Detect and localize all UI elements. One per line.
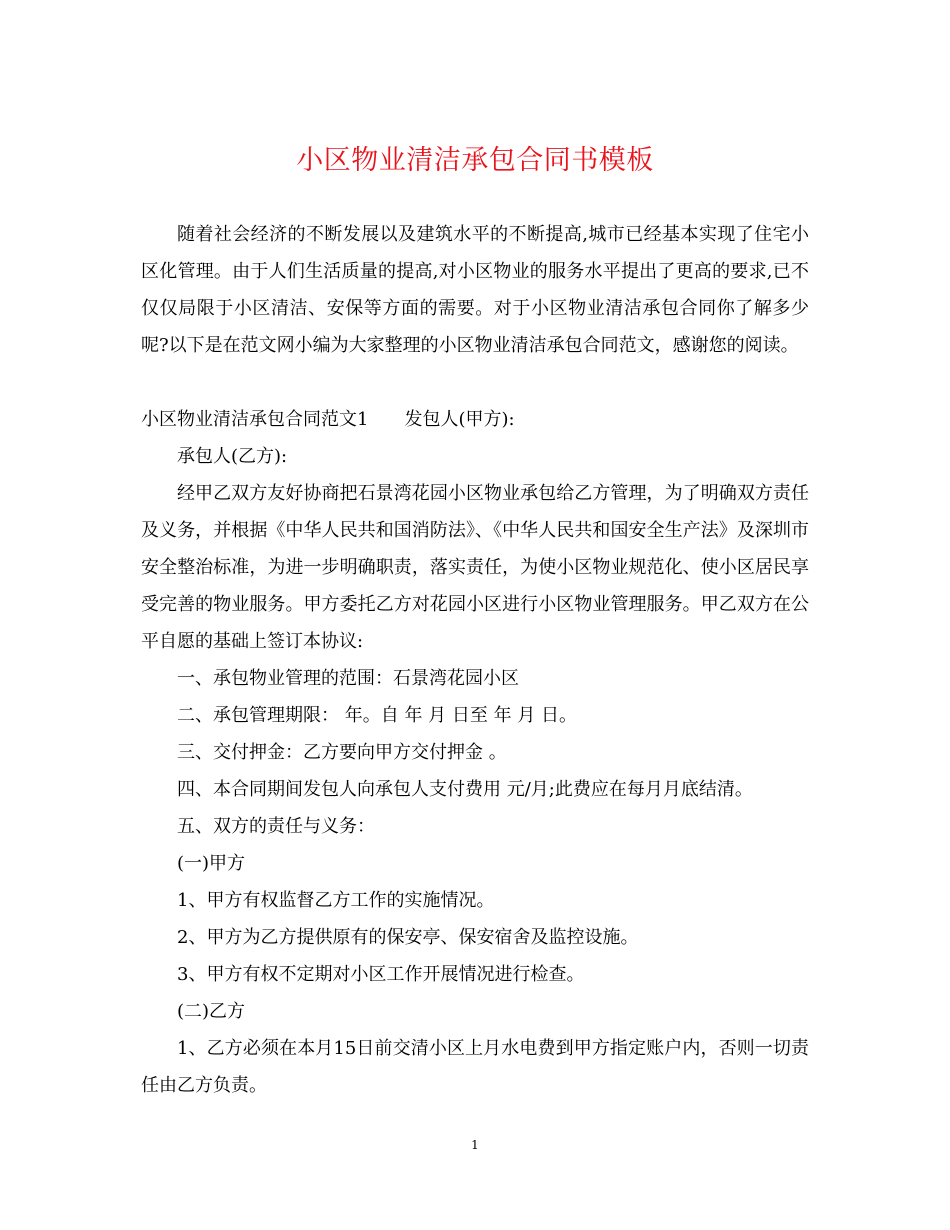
clause-deposit: 三、交付押金：乙方要向甲方交付押金 。 [177,742,507,763]
sample-heading: 小区物业清洁承包合同范文1 [141,409,369,430]
section-b-item: 1、乙方必须在本月15日前交清小区上月水电费到甲方指定账户内，否则一切责任由乙方负责。 [141,1038,809,1096]
section-a-item: 3、甲方有权不定期对小区工作开展情况进行检查。 [177,964,585,985]
section-a-item: 1、甲方有权监督乙方工作的实施情况。 [177,890,495,911]
sample-heading-line [141,401,821,438]
party-b-label: 承包人(乙方): [177,446,288,467]
section-a-item: 2、甲方为乙方提供原有的保安亭、保安宿舍及监控设施。 [177,927,639,948]
agreement-paragraph: 经甲乙双方友好协商把石景湾花园小区物业承包给乙方管理，为了明确双方责任及义务，并根据《中华人民共和国消防法》、《中华人民共和国安全生产法》及深圳市安全整治标准，为进一步明确职责，落实责任，为使小区物业规范化、使小区居民享受完善的物业服务。甲方委托乙方对花园小区进行小区物业管理服务。甲乙双方在公平自愿的基础上签订本协议: [141,483,809,652]
clause-fee: 四、本合同期间发包人向承包人支付费用 元/月;此费应在每月月底结清。 [177,779,753,800]
page-number: 1 [471,1138,479,1152]
clause-duties: 五、双方的责任与义务： [177,816,375,837]
document-title: 小区物业清洁承包合同书模板 [296,145,654,176]
clause-scope: 一、承包物业管理的范围：石景湾花园小区 [177,668,519,689]
party-a-label: 发包人(甲方): [404,409,515,430]
section-a-heading: (一)甲方 [177,853,246,874]
intro-paragraph: 随着社会经济的不断发展以及建筑水平的不断提高,城市已经基本实现了住宅小区化管理。由于人们生活质量的提高,对小区物业的服务水平提出了更高的要求,已不仅仅局限于小区清洁、安保等方面的需要。对于小区物业清洁承包合同你了解多少呢?以下是在范文网小编为大家整理的小区物业清洁承包合同范文，感谢您的阅读。 [141,224,809,356]
clause-term: 二、承包管理期限： 年。自 年 月 日至 年 月 日。 [177,705,578,726]
section-b-heading: (二)乙方 [177,1001,246,1022]
